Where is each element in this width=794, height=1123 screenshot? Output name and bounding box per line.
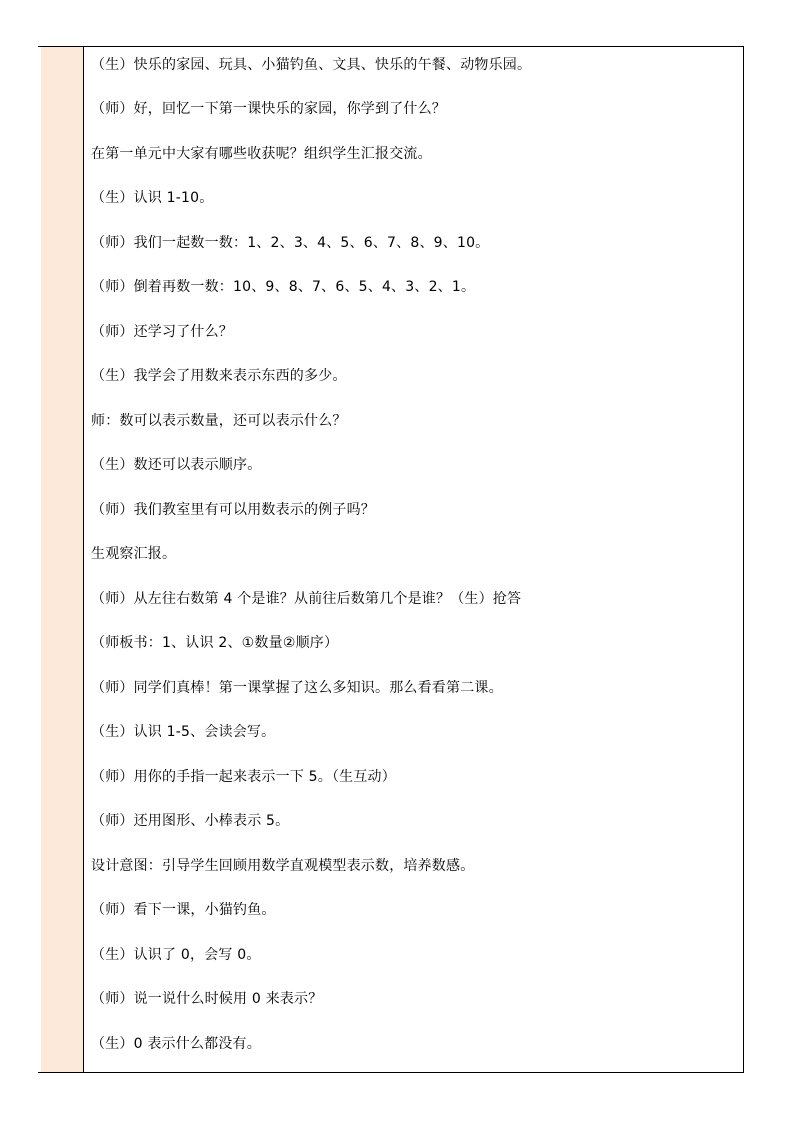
lesson-line: （生）我学会了用数来表示东西的多少。 [91, 368, 347, 384]
lesson-line: （师）看下一课，小猫钓鱼。 [91, 902, 276, 918]
side-column-cell [38, 47, 84, 1072]
lesson-line: 师：数可以表示数量，还可以表示什么？ [91, 413, 347, 429]
lesson-line: （生）认识了 0，会写 0。 [91, 947, 261, 963]
lesson-content-cell [85, 47, 743, 1072]
side-column-shading [41, 47, 83, 1072]
lesson-line: （生）快乐的家园、玩具、小猫钓鱼、文具、快乐的午餐、动物乐园。 [91, 57, 532, 73]
lesson-line: （师）我们一起数一数：1、2、3、4、5、6、7、8、9、10。 [91, 235, 490, 251]
lesson-line: （师）还学习了什么？ [91, 324, 233, 340]
lesson-line: （生）0 表示什么都没有。 [91, 1036, 261, 1052]
lesson-line: （师）倒着再数一数：10、9、8、7、6、5、4、3、2、1。 [91, 279, 476, 295]
lesson-line: （师）同学们真棒！第一课掌握了这么多知识。那么看看第二课。 [91, 680, 503, 696]
lesson-table [38, 46, 744, 1073]
lesson-line: （生）认识 1-5、会读会写。 [91, 724, 276, 740]
lesson-line: （师）我们教室里有可以用数表示的例子吗？ [91, 502, 375, 518]
lesson-line: （生）数还可以表示顺序。 [91, 457, 262, 473]
lesson-line: 生观察汇报。 [91, 546, 177, 562]
lesson-line: （师）说一说什么时候用 0 来表示？ [91, 991, 323, 1007]
lesson-line: （师板书：1、认识 2、①数量②顺序） [91, 635, 339, 651]
lesson-line: （师）好，回忆一下第一课快乐的家园，你学到了什么？ [91, 101, 446, 117]
lesson-line: 在第一单元中大家有哪些收获呢？组织学生汇报交流。 [91, 146, 432, 162]
lesson-line: （师）还用图形、小棒表示 5。 [91, 813, 290, 829]
lesson-line: （师）用你的手指一起来表示一下 5。（生互动） [91, 769, 396, 785]
lesson-line: 设计意图：引导学生回顾用数学直观模型表示数，培养数感。 [91, 858, 475, 874]
lesson-line: （师）从左往右数第 4 个是谁？从前往后数第几个是谁？（生）抢答 [91, 591, 522, 607]
lesson-line: （生）认识 1-10。 [91, 190, 214, 206]
